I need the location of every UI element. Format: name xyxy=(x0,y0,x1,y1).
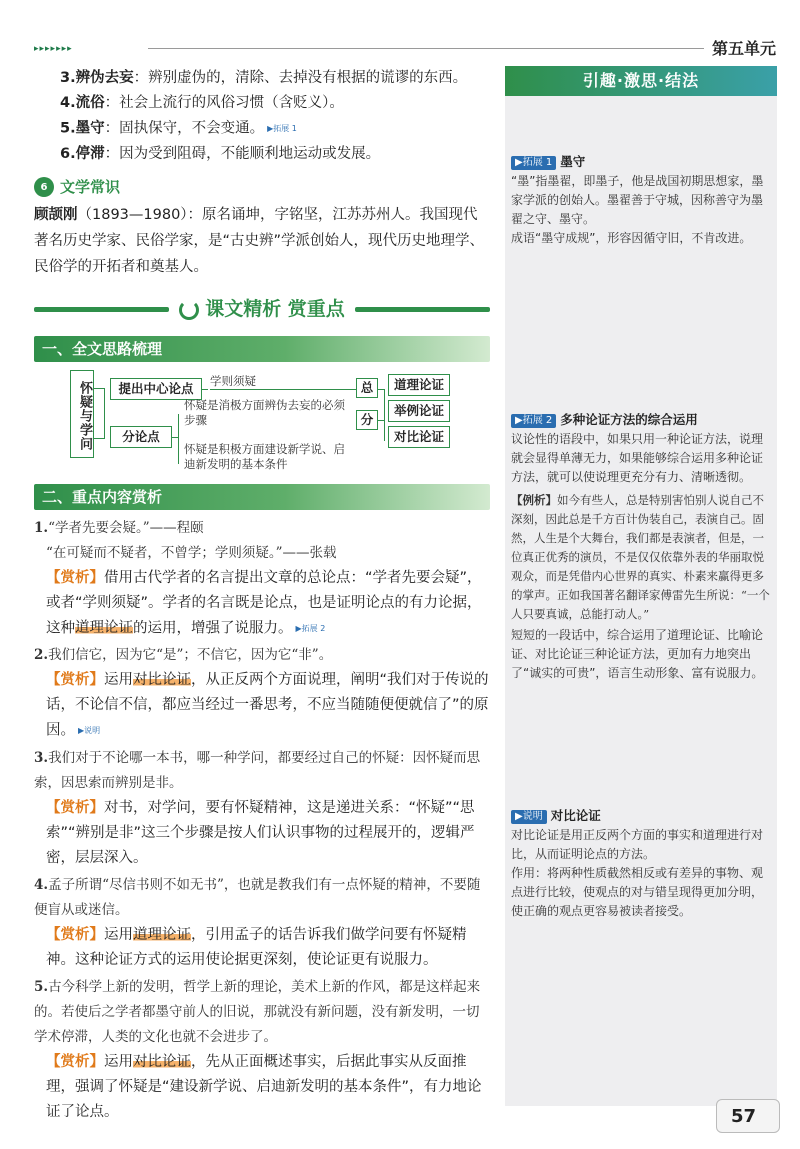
connector xyxy=(202,389,208,390)
highlight: 道理论证 xyxy=(133,926,191,943)
header-dots: ▸▸▸▸▸▸▸ xyxy=(34,44,73,54)
mindmap-sub-claims xyxy=(110,426,172,448)
quote-text: “学者先要会疑。”——程颐 xyxy=(48,519,204,536)
key-quote xyxy=(34,873,490,923)
extension-1 xyxy=(511,152,773,248)
unit-label: 第五单元 xyxy=(711,39,776,58)
key-item xyxy=(34,873,490,973)
method-3: 对比论证 xyxy=(388,426,450,448)
analysis-text: ，先从正面概述事实，后据此事实从反面推理，强调了怀疑是“建设新学说、启迪新发明的基本条件”，有力地论证了论点。 xyxy=(46,1053,482,1120)
side-column xyxy=(505,66,777,1106)
key-num: 2. xyxy=(34,647,49,663)
section-banner xyxy=(34,294,490,326)
key-item xyxy=(34,746,490,871)
key-analysis xyxy=(34,1050,490,1125)
analysis-tag: 【赏析】 xyxy=(46,672,104,688)
note-tag: ▶说明 xyxy=(511,810,547,824)
extension-tag: ▶拓展 1 xyxy=(511,156,556,170)
literature-title: 文学常识 xyxy=(60,177,121,196)
key-num: 3. xyxy=(34,749,49,766)
extension-link-2[interactable]: ▶拓展 2 xyxy=(295,623,326,633)
extension-text-2: 成语“墨守成规”，形容因循守旧，不肯改进。 xyxy=(511,231,752,245)
side-title: 引趣·激思·结法 xyxy=(505,66,777,96)
key-quote xyxy=(34,975,490,1050)
part-label: 分 xyxy=(360,411,374,427)
key-analysis xyxy=(34,796,490,871)
connector xyxy=(178,414,179,464)
vocab-term: 流俗 xyxy=(75,95,105,111)
analysis-text: 对书，对学问，要有怀疑精神，这是递进关系：“怀疑”“思索”“辨别是非”这三个步骤是按人们认识事物的过程展开的，逻辑严密，层层深入。 xyxy=(46,799,475,866)
highlight: 对比论证 xyxy=(133,1053,191,1070)
key-item xyxy=(34,643,490,744)
vocab-def: ：社会上流行的风俗习惯（含贬义）。 xyxy=(104,95,344,111)
vocab-list xyxy=(34,66,490,167)
key-item xyxy=(34,975,490,1125)
literature-heading xyxy=(34,175,490,200)
vocab-item xyxy=(34,91,490,116)
section-badge-icon: 6 xyxy=(34,177,54,197)
connector xyxy=(384,389,385,441)
analysis-tag: 【赏析】 xyxy=(46,569,104,586)
swirl-icon xyxy=(179,300,199,320)
key-quote xyxy=(34,643,490,668)
method-2: 举例论证 xyxy=(388,400,450,422)
vocab-def: ：辨别虚伪的，清除、去掉没有根据的谎谬的东西。 xyxy=(133,70,468,86)
example-text: 如今有些人，总是特别害怕别人说自己不深刻，因此总是千方百计伪装自己，表演自己。固然，人生是个大舞台，我们都是表演者，但是，一位真正优秀的演员，不是仅仅依靠外表的华丽取悦观众，而是凭借内心世界的真实、朴素来赢得更多的掌声。正如我国著名翻译家傅雷先生所说：“一个人只要真诚，总能打动人。” xyxy=(511,493,770,621)
sub-claim-note-2: 怀疑是积极方面建设新学说、启迪新发明的基本条件 xyxy=(184,441,345,471)
analysis-tag: 【赏析】 xyxy=(46,799,104,816)
vocab-num: 6. xyxy=(60,145,76,162)
note-block xyxy=(511,806,773,921)
central-note: 学则须疑 xyxy=(210,374,290,390)
vocab-item xyxy=(34,116,490,142)
sub-claim-note-1: 怀疑是消极方面辨伪去妄的必须步骤 xyxy=(184,397,345,427)
key-quote xyxy=(34,516,490,541)
example-block xyxy=(511,491,773,624)
key-content-list xyxy=(34,516,490,1125)
connector xyxy=(104,388,105,439)
mind-map xyxy=(34,368,490,480)
mindmap-part xyxy=(356,410,378,430)
quote-text: 我们对于不论哪一本书，哪一种学问，都要经过自己的怀疑：因怀疑而思索，因思索而辨别是非。 xyxy=(34,749,481,791)
key-quote-2: “在可疑而不疑者，不曾学；学则须疑。”——张载 xyxy=(46,544,337,561)
vocab-term: 停滞 xyxy=(75,145,105,162)
note-link[interactable]: ▶说明 xyxy=(78,726,101,735)
connector xyxy=(290,389,356,390)
sub-claims-label: 分论点 xyxy=(122,428,160,444)
connector xyxy=(94,388,104,389)
vocab-item xyxy=(34,142,490,167)
note-text: 对比论证是用正反两个方面的事实和道理进行对比，从而证明论点的方法。 xyxy=(511,828,764,861)
vocab-num: 3. xyxy=(60,70,76,86)
main-column xyxy=(34,66,490,1127)
analysis-text: ，引用孟子的话告诉我们做学问要有怀疑精神。这种论证方式的运用使论据更深刻，使论证更有说服力。 xyxy=(46,926,467,968)
key-analysis xyxy=(34,923,490,973)
note-title: 对比论证 xyxy=(550,808,601,823)
key-num: 5. xyxy=(34,978,49,995)
key-analysis xyxy=(34,668,490,744)
central-claim-label: 提出中心论点 xyxy=(118,380,194,396)
author-name: 顾颉刚 xyxy=(34,206,78,223)
highlight: 道理论证 xyxy=(75,620,133,636)
total-label: 总 xyxy=(360,379,374,395)
extension-title: 墨守 xyxy=(560,154,586,169)
example-analysis: 短短的一段话中，综合运用了道理论证、比喻论证、对比论证三种论证方法，更加有力地突出了“诚实的可贵”，语言生动形象、富有说服力。 xyxy=(511,628,764,680)
vocab-term: 辨伪去妄 xyxy=(75,70,134,86)
vocab-num: 4. xyxy=(60,95,76,111)
method-1: 道理论证 xyxy=(388,374,450,396)
key-quote xyxy=(34,746,490,796)
extension-link-1[interactable]: ▶拓展 1 xyxy=(267,124,297,133)
banner-rule-right xyxy=(355,307,490,312)
extension-text: “墨”指墨翟，即墨子，他是战国初期思想家，墨家学派的创始人。墨翟善于守城，因称善守为墨翟之守、墨守。 xyxy=(511,174,764,226)
extension-title: 多种论证方法的综合运用 xyxy=(560,412,698,427)
analysis-text: 运用 xyxy=(104,672,133,688)
extension-text: 议论性的语段中，如果只用一种论证方法，说理就会显得单薄无力，如果能够综合运用多种论证方法，就可以使说理更充分有力、清晰透彻。 xyxy=(511,432,764,484)
banner-title-text: 课文精析 赏重点 xyxy=(205,298,345,320)
analysis-tag: 【赏析】 xyxy=(46,1053,104,1070)
key-item xyxy=(34,516,490,642)
example-tag: 【例析】 xyxy=(511,493,557,507)
vocab-def: ：固执保守，不会变通。 xyxy=(104,120,265,137)
analysis-text: 的运用，增强了说服力。 xyxy=(133,620,293,636)
vocab-item xyxy=(34,66,490,91)
quote-text: 我们信它，因为它“是”；不信它，因为它“非”。 xyxy=(48,647,333,663)
section2-heading: 二、重点内容赏析 xyxy=(34,484,490,510)
vocab-def: ：因为受到阻碍，不能顺利地运动或发展。 xyxy=(104,145,381,162)
highlight: 对比论证 xyxy=(133,672,191,688)
key-num: 1. xyxy=(34,519,49,536)
vocab-num: 5. xyxy=(60,120,76,137)
analysis-text: 运用 xyxy=(104,926,133,943)
section1-heading: 一、全文思路梳理 xyxy=(34,336,490,362)
extension-2 xyxy=(511,410,773,683)
analysis-text: ，从正反两个方面说理，阐明“我们对于传说的话，不论信不信，都应当经过一番思考，不应当随随便便就信了”的原因。 xyxy=(46,672,489,739)
method-box xyxy=(388,374,450,454)
mindmap-root-label: 怀疑与学问 xyxy=(77,380,92,451)
page-number: 57 xyxy=(730,1106,756,1127)
banner-rule-left xyxy=(34,307,169,312)
banner-title xyxy=(179,297,345,322)
vocab-term: 墨守 xyxy=(75,120,105,137)
connector xyxy=(94,438,104,439)
key-num: 4. xyxy=(34,876,49,893)
analysis-text: 运用 xyxy=(104,1053,133,1070)
key-analysis xyxy=(34,566,490,642)
note-text-2: 作用：将两种性质截然相反或有差异的事物、观点进行比较，使观点的对与错呈现得更加分明，使正确的观点更容易被读者接受。 xyxy=(511,866,764,918)
mindmap-root xyxy=(70,370,94,458)
header-rule xyxy=(148,48,704,49)
author-bio: （1893—1980）：原名诵坤，字铭坚，江苏苏州人。我国现代著名历史学家、民俗学家，是“古史辨”学派创始人，现代历史地理学、民俗学的开拓者和奠基人。 xyxy=(34,206,485,275)
quote-text: 孟子所谓“尽信书则不如无书”，也就是教我们有一点怀疑的精神，不要随便盲从或迷信。 xyxy=(34,876,481,918)
quote-text: 古今科学上新的发明，哲学上新的理论，美术上新的作风，都是这样起来的。若使后之学者都墨守前人的旧说，那就没有新问题，没有新发明，一切学术停滞，人类的文化也就不会进步了。 xyxy=(34,978,481,1045)
extension-tag: ▶拓展 2 xyxy=(511,414,556,428)
analysis-tag: 【赏析】 xyxy=(46,926,104,943)
analysis-text: 借用古代学者的名言提出文章的总论点：“学者先要会疑”，或者“学则须疑”。学者的名言既是论点，也是证明论点的有力论据，这种 xyxy=(46,569,482,636)
mindmap-central-claim xyxy=(110,378,202,400)
mindmap-total xyxy=(356,378,378,398)
literature-paragraph xyxy=(34,202,490,280)
